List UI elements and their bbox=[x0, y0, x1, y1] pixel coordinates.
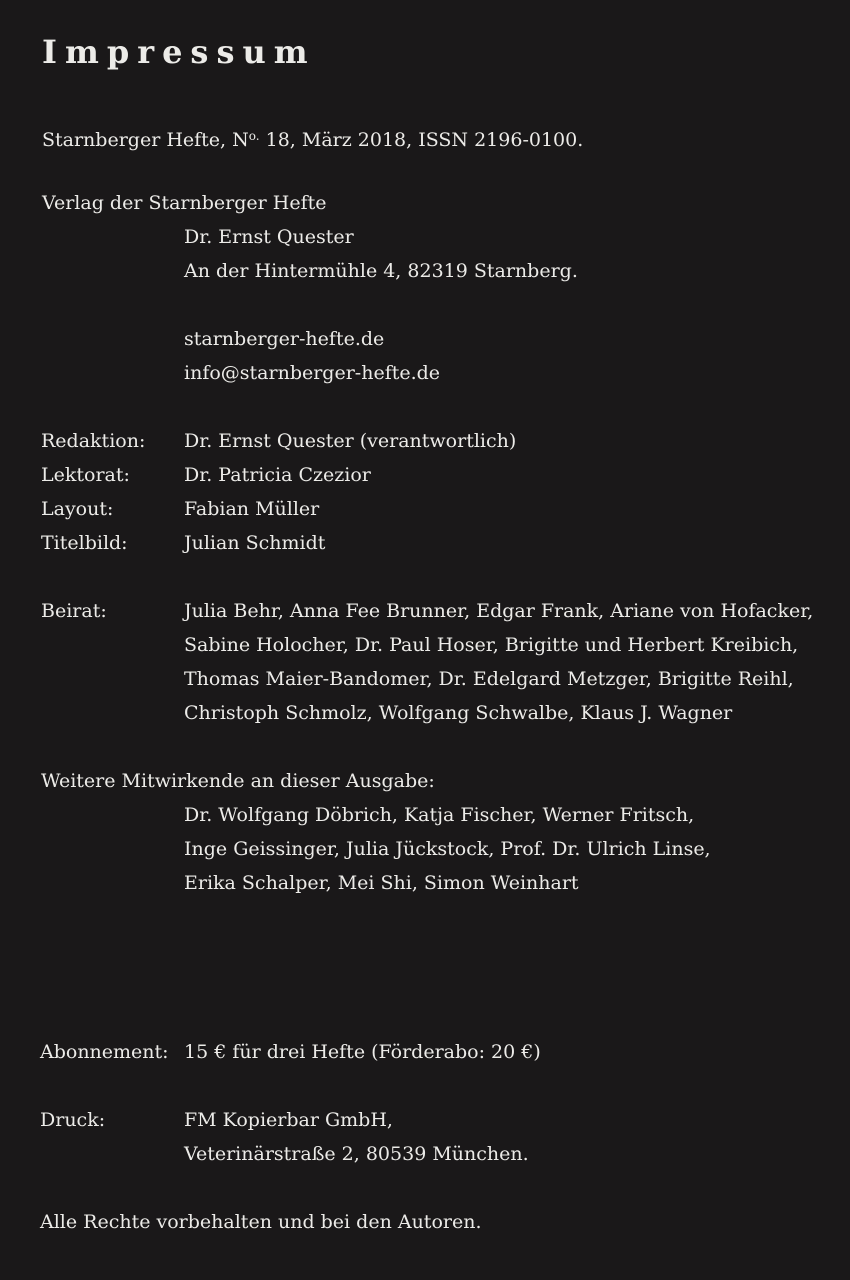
contributors-heading: Weitere Mitwirkende an dieser Ausgabe: bbox=[41, 770, 435, 792]
publisher-website: starnberger-hefte.de bbox=[184, 328, 385, 350]
issue-prefix: Starnberger Hefte, N bbox=[42, 129, 249, 151]
print-line: Veterinärstraße 2, 80539 München. bbox=[184, 1143, 529, 1165]
issue-number-sign: o. bbox=[248, 129, 260, 143]
beirat-line: Julia Behr, Anna Fee Brunner, Edgar Frank, Ariane von Hofacker, bbox=[184, 600, 814, 622]
print-label: Druck: bbox=[40, 1109, 106, 1131]
credit-value: Julian Schmidt bbox=[184, 532, 326, 554]
credit-value: Dr. Patricia Czezior bbox=[184, 464, 371, 486]
contributors-line: Dr. Wolfgang Döbrich, Katja Fischer, Werner Fritsch, bbox=[184, 804, 695, 826]
subscription-label: Abonnement: bbox=[40, 1041, 169, 1063]
publisher-name: Dr. Ernst Quester bbox=[184, 226, 354, 248]
credit-label: Titelbild: bbox=[41, 532, 128, 554]
print-line: FM Kopierbar GmbH, bbox=[184, 1109, 393, 1131]
publisher-address: An der Hintermühle 4, 82319 Starnberg. bbox=[184, 260, 578, 282]
contributors-line: Erika Schalper, Mei Shi, Simon Weinhart bbox=[184, 872, 579, 894]
issue-line bbox=[42, 119, 583, 157]
page-title: Impressum bbox=[42, 33, 316, 71]
beirat-line: Christoph Schmolz, Wolfgang Schwalbe, Klaus J. Wagner bbox=[184, 702, 733, 724]
beirat-line: Thomas Maier-Bandomer, Dr. Edelgard Metzger, Brigitte Reihl, bbox=[184, 668, 794, 690]
beirat-label: Beirat: bbox=[41, 600, 107, 622]
rights-note: Alle Rechte vorbehalten und bei den Autoren. bbox=[40, 1211, 482, 1233]
subscription-value: 15 € für drei Hefte (Förderabo: 20 €) bbox=[184, 1041, 541, 1063]
credit-value: Fabian Müller bbox=[184, 498, 320, 520]
credit-label: Redaktion: bbox=[41, 430, 146, 452]
publisher-email: info@starnberger-hefte.de bbox=[184, 362, 441, 384]
issue-suffix: 18, März 2018, ISSN 2196-0100. bbox=[259, 129, 584, 151]
credit-label: Layout: bbox=[41, 498, 114, 520]
beirat-line: Sabine Holocher, Dr. Paul Hoser, Brigitte und Herbert Kreibich, bbox=[184, 634, 799, 656]
credit-value: Dr. Ernst Quester (verantwortlich) bbox=[184, 430, 517, 452]
credit-label: Lektorat: bbox=[41, 464, 130, 486]
publisher-heading: Verlag der Starnberger Hefte bbox=[42, 192, 327, 214]
contributors-line: Inge Geissinger, Julia Jückstock, Prof. Dr. Ulrich Linse, bbox=[184, 838, 711, 860]
